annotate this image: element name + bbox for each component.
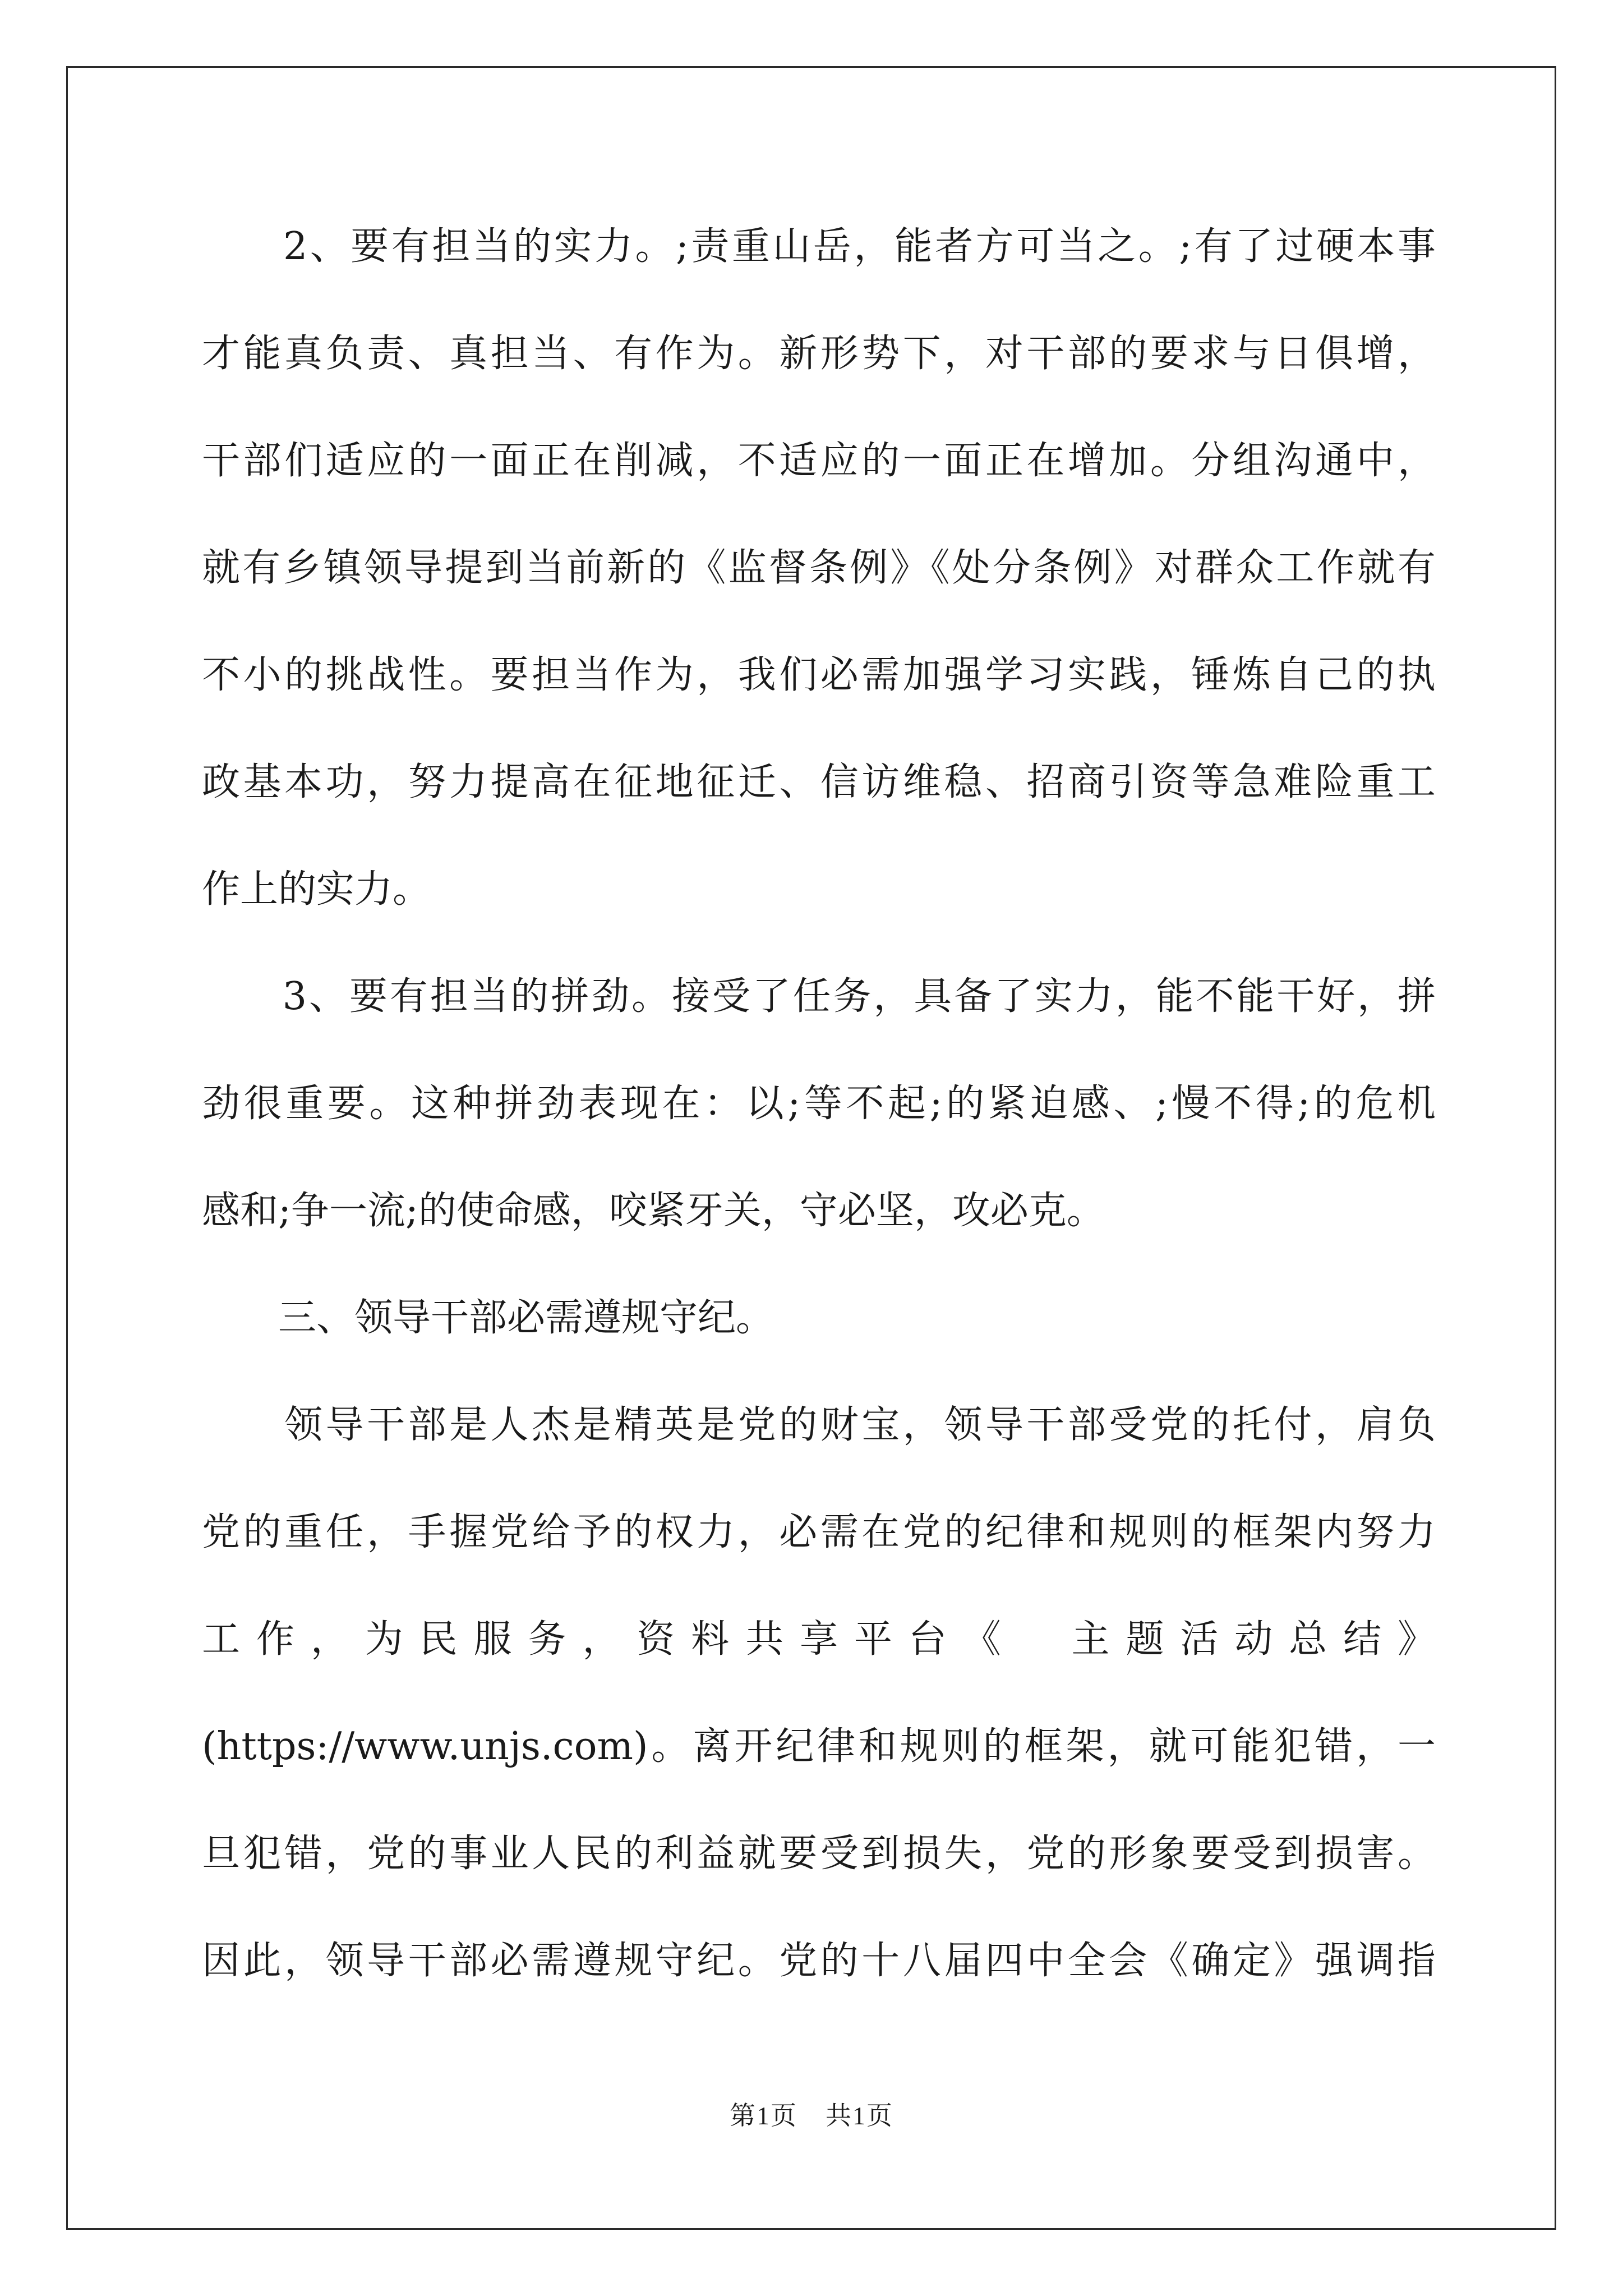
page-number: 第1页 [730,2101,797,2130]
text-line: 感和;争一流;的使命感，咬紧牙关，守必坚，攻必克。 [202,1189,1105,1233]
text-line: 领导干部是人杰是精英是党的财宝，领导干部受党的托付，肩负 [202,1403,1436,1447]
text-line: (https://www.unjs.com)。离开纪律和规则的框架，就可能犯错，一 [202,1724,1436,1769]
text-line: 工作，为民服务，资料共享平台《 主题活动总结》 [202,1617,1436,1662]
text-line: 因此，领导干部必需遵规守纪。党的十八届四中全会《确定》强调指 [202,1939,1436,1983]
text-line: 作上的实力。 [202,867,431,912]
text-line: 政基本功，努力提高在征地征迁、信访维稳、招商引资等急难险重工 [202,760,1436,804]
text-line: 干部们适应的一面正在削减，不适应的一面正在增加。分组沟通中， [202,439,1436,483]
text-line: 党的重任，手握党给予的权力，必需在党的纪律和规则的框架内努力 [202,1510,1436,1554]
text-line: 2、要有担当的实力。;责重山岳，能者方可当之。;有了过硬本事 [202,224,1436,269]
text-line: 就有乡镇领导提到当前新的《监督条例》《处分条例》对群众工作就有 [202,546,1436,590]
page-total: 共1页 [826,2101,893,2130]
text-line: 才能真负责、真担当、有作为。新形势下，对干部的要求与日俱增， [202,332,1436,376]
text-line: 3、要有担当的拼劲。接受了任务，具备了实力，能不能干好，拼 [202,974,1436,1019]
page-footer [0,2095,1623,2132]
section-heading: 三、领导干部必需遵规守纪。 [202,1296,774,1340]
text-line: 劲很重要。这种拼劲表现在：以;等不起;的紧迫感、;慢不得;的危机 [202,1082,1436,1126]
text-line: 不小的挑战性。要担当作为，我们必需加强学习实践，锤炼自己的执 [202,653,1436,697]
document-body [202,213,1436,2035]
text-line: 旦犯错，党的事业人民的利益就要受到损失，党的形象要受到损害。 [202,1832,1436,1876]
